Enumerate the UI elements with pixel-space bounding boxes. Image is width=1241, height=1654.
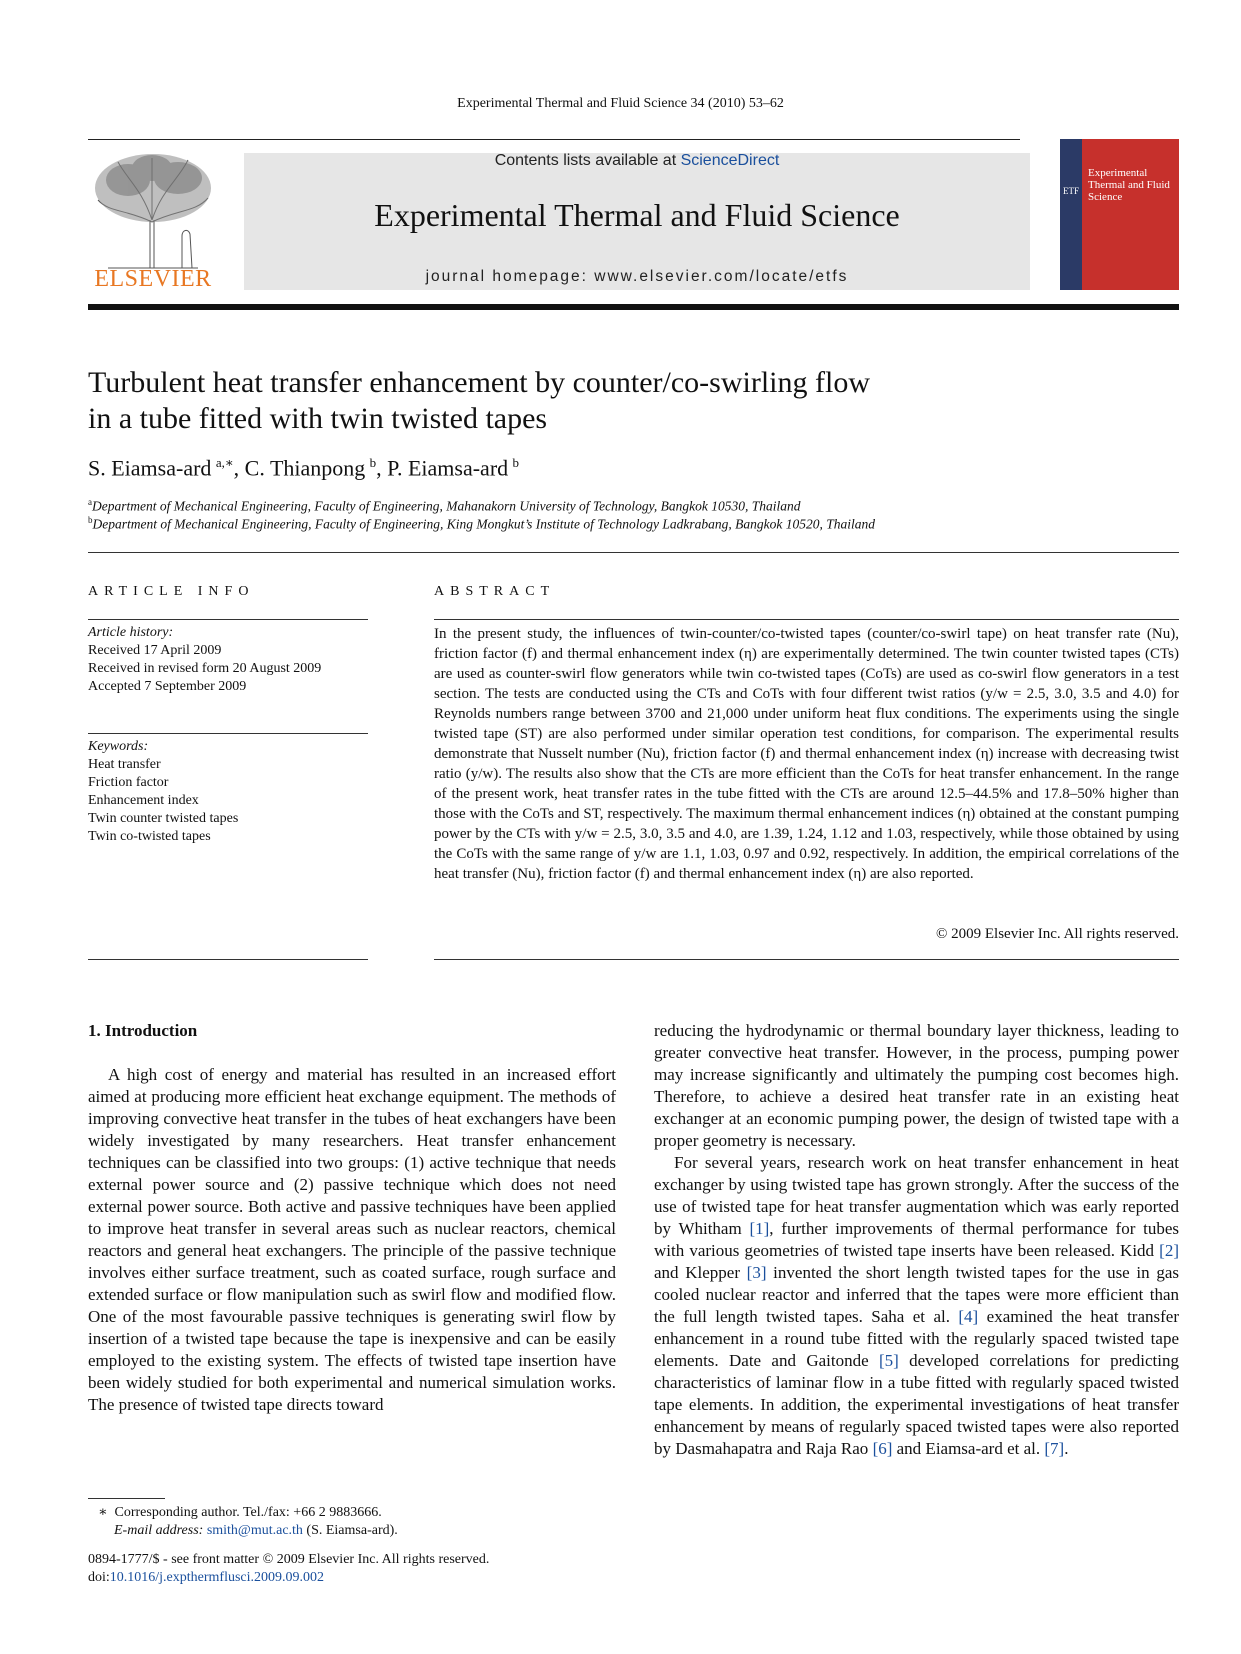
affiliation-text: Department of Mechanical Engineering, Faculty of Engineering, King Mongkut’s Institute of Technology Ladkrabang, Bangkok 10520, Thailand — [92, 516, 876, 532]
abstract-rule — [434, 619, 1179, 620]
reference-link[interactable]: [5] — [878, 1351, 899, 1370]
elsevier-wordmark: ELSEVIER — [94, 266, 212, 292]
body-text: developed correlations for predicting characteristics of laminar flow in a tube fitted with regularly spaced twisted tape elements. In addition, the experimental investigations of heat transfer enhancement by means of regularly spaced twisted tapes were also reported by Dasmahapatra and Raja Rao — [654, 1351, 1179, 1458]
history-revised: Received in revised form 20 August 2009 — [88, 661, 322, 676]
author-list: S. Eiamsa-ard $^{a,∗}$, C. Thianpong $^b$, P. Eiamsa-ard $^b$ — [88, 455, 520, 481]
article-history — [88, 624, 368, 696]
keywords-rule — [88, 733, 368, 734]
abstract-copyright: © 2009 Elsevier Inc. All rights reserved. — [935, 926, 1179, 942]
body-text: and Eiamsa-ard et al. — [892, 1439, 1045, 1458]
history-accepted: Accepted 7 September 2009 — [88, 679, 247, 694]
footnote — [88, 1504, 608, 1540]
contents-prefix: Contents lists available at — [494, 152, 681, 169]
body-text: and Klepper — [654, 1263, 747, 1282]
affiliation-text: Department of Mechanical Engineering, Faculty of Engineering, Mahanakorn University of Technology, Bangkok 10530, Thailand — [92, 498, 801, 514]
reference-link[interactable]: [6] — [872, 1439, 893, 1458]
article-info-rule — [88, 619, 368, 620]
reference-link[interactable]: [4] — [958, 1307, 979, 1326]
body-text: For several years, research work on heat transfer enhancement in heat exchanger by using twisted tape has grown strongly. After the success of the use of twisted tape for heat transfer augmentation which was early reported by Whitham — [654, 1153, 1179, 1238]
article-info-heading: ARTICLE INFO — [88, 584, 255, 599]
abstract-bottom-rule — [434, 959, 1179, 960]
author-name[interactable]: C. Thianpong — [244, 455, 366, 481]
affiliation-mark: a — [88, 497, 92, 507]
affiliation-a — [88, 497, 801, 515]
keyword: Twin co-twisted tapes — [88, 829, 211, 844]
body-paragraph-citations — [654, 1152, 1179, 1460]
email-link[interactable]: smith@mut.ac.th — [206, 1523, 303, 1538]
keyword: Friction factor — [88, 775, 169, 790]
issn-line: 0894-1777/$ - see front matter © 2009 Elsevier Inc. All rights reserved. — [88, 1552, 490, 1567]
author-affiliation-mark: a,∗ — [215, 455, 234, 470]
sciencedirect-link[interactable]: ScienceDirect — [680, 152, 780, 169]
keyword: Twin counter twisted tapes — [88, 811, 239, 826]
author-affiliation-mark: b — [369, 455, 377, 470]
article-title-line-2: in a tube fitted with twin twisted tapes — [88, 402, 548, 435]
author-name[interactable]: S. Eiamsa-ard — [88, 455, 212, 481]
cover-abbrev: ETF — [1062, 186, 1079, 196]
abstract-text: In the present study, the influences of twin-counter/co-twisted tapes (counter/co-swirl tape) on heat transfer rate (Nu), friction factor (f) and thermal enhancement index (η) are experimentally determined. The twin counter twisted tapes (CTs) are used as counter-swirl flow generators while twin co-twisted tapes (CoTs) are used as co-swirl flow generators in a test section. The tests are conducted using the CTs and CoTs with four different twist ratios (y/w = 2.5, 3.0, 3.5 and 4.0) for Reynolds numbers range between 3700 and 21,000 under uniform heat flux conditions. The experiments using the single twisted tape (ST) are also performed under similar operation test conditions, for comparison. The experimental results demonstrate that Nusselt number (Nu), friction factor (f) and thermal enhancement index (η) increase with decreasing twist ratio (y/w). The results also show that the CTs are more efficient than the CoTs for heat transfer enhancement. In the range of the present work, heat transfer rates in the tube fitted with the CTs are around 12.5–44.5% and 17.8–50% higher than those with the CoTs and ST, respectively. The maximum thermal enhancement indices (η) obtained at the constant pumping power by the CTs with y/w = 2.5, 3.0, 3.5 and 4.0, are 1.39, 1.24, 1.12 and 1.03, respectively, while those obtained by using the CoTs with the same range of y/w are 1.1, 1.03, 0.97 and 0.92, respectively. In addition, the empirical correlations of the heat transfer (Nu), friction factor (f) and thermal enhancement index (η) are also reported. — [434, 626, 1179, 882]
journal-title: Experimental Thermal and Fluid Science — [374, 197, 900, 233]
reference-link[interactable]: [3] — [746, 1263, 767, 1282]
keyword: Enhancement index — [88, 793, 199, 808]
header-rule — [88, 139, 1020, 140]
body-right-column — [654, 1020, 1179, 1460]
front-matter — [88, 1551, 688, 1587]
reference-link[interactable]: [7] — [1044, 1439, 1065, 1458]
title-rule — [88, 552, 1179, 553]
body-left-column — [88, 1064, 616, 1416]
journal-citation: Experimental Thermal and Fluid Science 34 (2010) 53–62 — [457, 96, 784, 111]
footnote-text: Corresponding author. Tel./fax: +66 2 9883666. — [114, 1505, 382, 1520]
doi-link[interactable]: 10.1016/j.expthermflusci.2009.09.002 — [109, 1570, 325, 1585]
body-paragraph: reducing the hydrodynamic or thermal boundary layer thickness, leading to greater convective heat transfer. However, in the process, pumping power may increase significantly and ultimately the pumping cost becomes high. Therefore, to achieve a desired heat transfer rate in an existing heat exchanger at an economic pumping power, the design of twisted tape with a proper geometry is necessary. — [654, 1021, 1179, 1150]
cover-title: Experimental Thermal and Fluid Science — [1088, 167, 1170, 203]
email-label: E-mail address: — [114, 1523, 207, 1538]
affiliation-mark: b — [88, 515, 93, 525]
author-affiliation-mark: b — [512, 455, 520, 470]
email-suffix: (S. Eiamsa-ard). — [302, 1523, 398, 1538]
body-text: invented the short length twisted tapes for the use in gas cooled nuclear reactor and inferred that the tapes were more efficient than the full length twisted tapes. Saha et al. — [654, 1263, 1179, 1326]
footnote-rule — [88, 1498, 165, 1499]
reference-link[interactable]: [1] — [749, 1219, 770, 1238]
doi-label: doi: — [88, 1570, 110, 1585]
keywords-block — [88, 738, 368, 846]
history-label: Article history: — [88, 625, 174, 640]
author-name[interactable]: P. Eiamsa-ard — [387, 455, 509, 481]
doi-line — [88, 1569, 688, 1587]
header-thick-rule — [88, 304, 1179, 310]
article-info-bottom-rule — [88, 959, 368, 960]
journal-cover-spine — [1060, 139, 1082, 290]
affiliation-b — [88, 515, 875, 533]
reference-link[interactable]: [2] — [1159, 1241, 1179, 1260]
abstract-heading: ABSTRACT — [434, 584, 556, 599]
history-received: Received 17 April 2009 — [88, 643, 222, 658]
contents-line — [244, 152, 1030, 170]
footnote-mark: ∗ — [98, 1505, 108, 1520]
body-paragraph: A high cost of energy and material has resulted in an increased effort aimed at producing more efficient heat exchange equipment. The methods of improving convective heat transfer in the tubes of heat exchangers have been widely investigated by many researchers. Heat transfer enhancement techniques can be classified into two groups: (1) active technique that needs external power source and (2) passive technique which does not need external power source. Both active and passive techniques have been applied to improve heat transfer in several areas such as nuclear reactors, chemical reactors and general heat exchangers. The principle of the passive technique involves either surface treatment, such as coated surface, rough surface and extended surface or flow manipulation such as swirl flow and modified flow. One of the most favourable passive techniques is generating swirl flow by insertion of a twisted tape because the tape is inexpensive and can be easily employed to the existing system. The effects of twisted tape insertion have been widely studied for both experimental and numerical simulation works. The presence of twisted tape directs toward — [88, 1065, 616, 1414]
article-title — [88, 365, 1088, 437]
body-text: examined the heat transfer enhancement in a round tube fitted with the regularly spaced twisted tape elements. Date and Gaitonde — [654, 1307, 1179, 1370]
keywords-label: Keywords: — [88, 739, 149, 754]
article-title-line-1: Turbulent heat transfer enhancement by counter/co-swirling flow — [88, 366, 870, 399]
body-text: . — [1064, 1439, 1069, 1458]
body-text: , further improvements of thermal performance for tubes with various geometries of twisted tape inserts have been released. Kidd — [654, 1219, 1179, 1260]
section-heading: 1. Introduction — [88, 1021, 198, 1040]
journal-homepage[interactable]: journal homepage: www.elsevier.com/locate/etfs — [425, 268, 849, 285]
keyword: Heat transfer — [88, 757, 161, 772]
